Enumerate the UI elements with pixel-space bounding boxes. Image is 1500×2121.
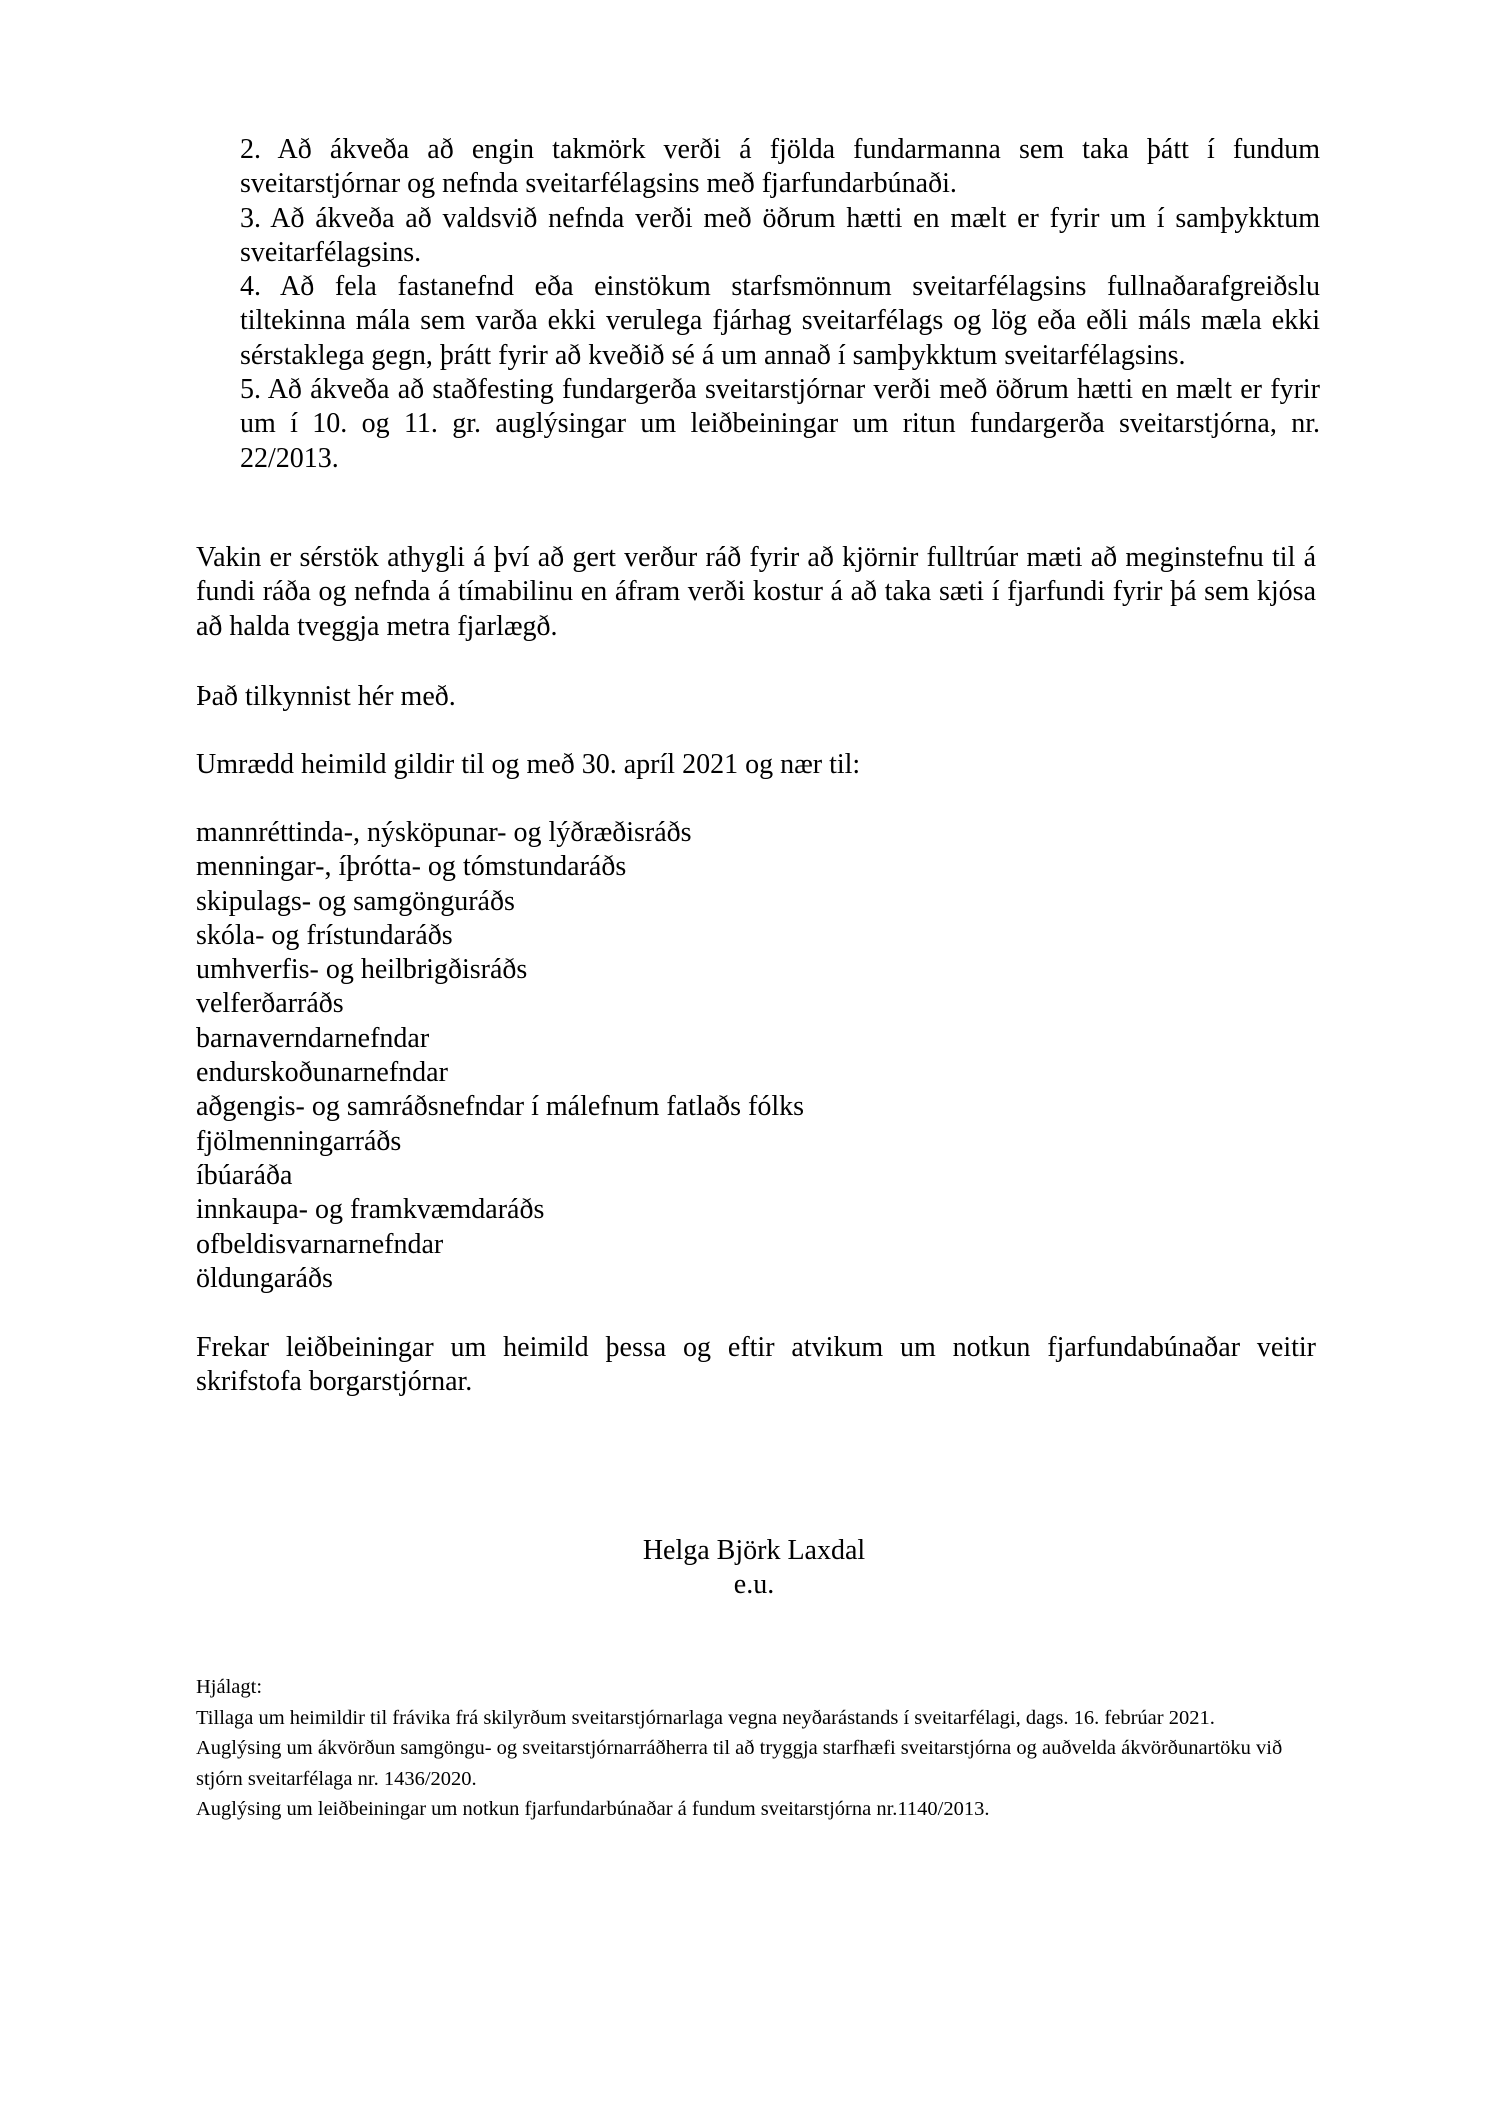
committee-item: skóla- og frístundaráðs <box>196 919 453 951</box>
committee-item: skipulags- og samgönguráðs <box>196 885 515 917</box>
attachments-section <box>196 1672 1316 1825</box>
attachments-heading: Hjálagt: <box>196 1676 263 1698</box>
signatory-name: Helga Björk Laxdal <box>642 1535 866 1566</box>
validity-paragraph: Umrædd heimild gildir til og með 30. apríl 2021 og nær til: <box>196 749 861 780</box>
committee-item: fjölmenningarráðs <box>196 1125 402 1157</box>
committee-list <box>196 816 1196 1296</box>
attachment-item: Auglýsing um ákvörðun samgöngu- og sveitarstjórnarráðherra til að tryggja starfhæfi sveitarstjórna og auðvelda ákvörðunartöku við stjórn sveitarfélaga nr. 1436/2020. <box>196 1737 1283 1790</box>
committee-item: íbúaráða <box>196 1159 293 1191</box>
committee-item: menningar-, íþrótta- og tómstundaráðs <box>196 851 627 883</box>
committee-item: umhverfis- og heilbrigðisráðs <box>196 954 528 986</box>
committee-item: innkaupa- og framkvæmdaráðs <box>196 1194 545 1226</box>
attachment-item: Tillaga um heimildir til frávika frá skilyrðum sveitarstjórnarlaga vegna neyðarástands í sveitarfélagi, dags. 16. febrúar 2021. <box>196 1706 1215 1729</box>
numbered-item: 4. Að fela fastanefnd eða einstökum starfsmönnum sveitarfélagsins fullnaðarafgreiðslu tiltekinna mála sem varða ekki verulega fjárhag sveitarfélags og lög eða eðli máls mæla ekki sérstaklega gegn, þrátt fyrir að kveðið sé á um annað í samþykktum sveitarfélagsins. <box>240 271 1320 371</box>
announcement-paragraph: Það tilkynnist hér með. <box>196 681 456 712</box>
committee-item: endurskoðunarnefndar <box>196 1057 448 1089</box>
signatory-title: e.u. <box>733 1569 775 1600</box>
committee-item: ofbeldisvarnarnefndar <box>196 1228 444 1260</box>
committee-item: barnaverndarnefndar <box>196 1022 430 1054</box>
committee-item: aðgengis- og samráðsnefndar í málefnum fatlaðs fólks <box>196 1091 805 1123</box>
numbered-item: 5. Að ákveða að staðfesting fundargerða sveitarstjórnar verði með öðrum hætti en mælt er fyrir um í 10. og 11. gr. auglýsingar um leiðbeiningar um ritun fundargerða sveitarstjórna, nr. 22/2013. <box>240 374 1320 474</box>
committee-item: öldungaráðs <box>196 1262 333 1294</box>
committee-item: velferðarráðs <box>196 988 344 1020</box>
notice-paragraph: Vakin er sérstök athygli á því að gert verður ráð fyrir að kjörnir fulltrúar mæti að meginstefnu til á fundi ráða og nefnda á tímabilinu en áfram verði kostur á að taka sæti í fjarfundi fyrir þá sem kjósa að halda tveggja metra fjarlægð. <box>196 542 1316 642</box>
committee-item: mannréttinda-, nýsköpunar- og lýðræðisráðs <box>196 817 692 848</box>
attachment-item: Auglýsing um leiðbeiningar um notkun fjarfundarbúnaðar á fundum sveitarstjórna nr.1140/2013. <box>196 1798 990 1820</box>
numbered-item: 2. Að ákveða að engin takmörk verði á fjölda fundarmanna sem taka þátt í fundum sveitarstjórnar og nefnda sveitarfélagsins með fjarfundarbúnaði. <box>240 134 1320 200</box>
guidance-paragraph: Frekar leiðbeiningar um heimild þessa og eftir atvikum um notkun fjarfundabúnaðar veitir skrifstofa borgarstjórnar. <box>196 1332 1316 1398</box>
numbered-item: 3. Að ákveða að valdsvið nefnda verði með öðrum hætti en mælt er fyrir um í samþykktum sveitarfélagsins. <box>240 202 1320 268</box>
numbered-list <box>240 133 1320 476</box>
